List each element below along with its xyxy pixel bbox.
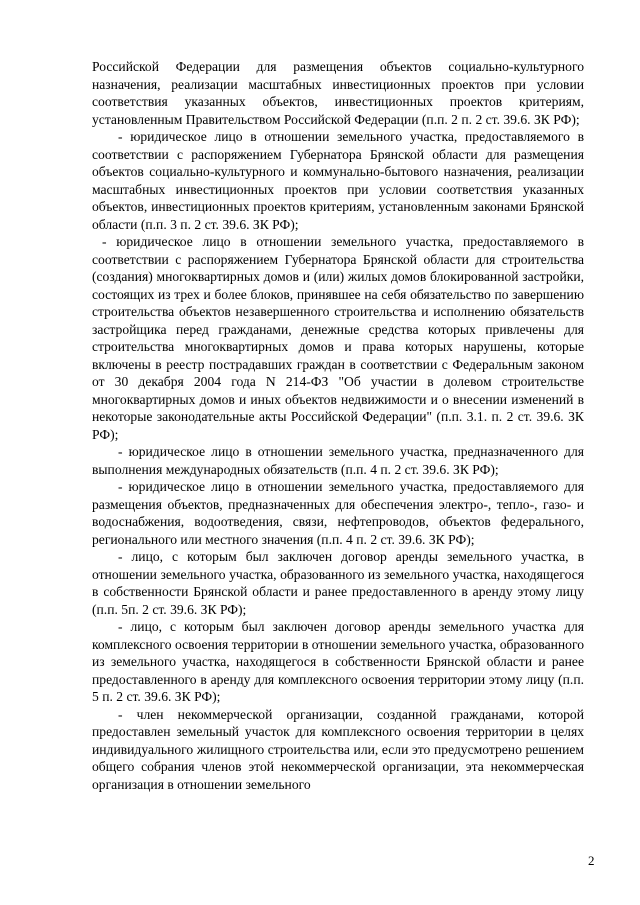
paragraph-7: - лицо, с которым был заключен договор аренды земельного участка для комплексного освоения территории в отношении земельного участка, образованного из земельного участка, находящегося в собственности Брянской области и ранее предоставленного в аренду для комплексного освоения территории этому лицу (п.п. 5 п. 2 ст. 39.6. ЗК РФ);: [92, 619, 584, 704]
paragraph-1: Российской Федерации для размещения объектов социально-культурного назначения, реализации масштабных инвестиционных проектов при условии соответствия указанных объектов, инвестиционных проектов критериям, установленным Правительством Российской Федерации (п.п. 2 п. 2 ст. 39.6. ЗК РФ);: [92, 59, 584, 127]
paragraph-8: - член некоммерческой организации, созданной гражданами, которой предоставлен земельный участок для комплексного освоения территории в целях индивидуального жилищного строительства или, если это предусмотрено решением общего собрания членов этой некоммерческой организации, эта некоммерческая организация в отношении земельного: [92, 706, 584, 792]
paragraph-5: - юридическое лицо в отношении земельного участка, предоставляемого для размещения объектов, предназначенных для обеспечения электро-, тепло-, газо- и водоснабжения, водоотведения, связи, нефтепроводов, объектов федерального, регионального или местного значения (п.п. 4 п. 2 ст. 39.6. ЗК РФ);: [92, 479, 584, 547]
paragraph-6: - лицо, с которым был заключен договор аренды земельного участка, в отношении земельного участка, образованного из земельного участка, находящегося в собственности Брянской области и ранее предоставленного в аренду этому лицу (п.п. 5п. 2 ст. 39.6. ЗК РФ);: [92, 549, 584, 617]
paragraph-4: - юридическое лицо в отношении земельного участка, предназначенного для выполнения международных обязательств (п.п. 4 п. 2 ст. 39.6. ЗК РФ);: [92, 444, 584, 477]
document-page: [92, 58, 584, 793]
paragraph-3: - юридическое лицо в отношении земельного участка, предоставляемого в соответствии с распоряжением Губернатора Брянской области для строительства (создания) многоквартирных домов и (или) жилых домов блокированной застройки, состоящих из трех и более блоков, принявшее на себя обязательство по завершению строительства объектов незавершенного строительства и исполнению обязательств застройщика перед гражданами, денежные средства которых привлечены для строительства многоквартирных домов и права которых нарушены, которые включены в реестр пострадавших граждан в соответствии с Федеральным законом от 30 декабря 2004 года N 214-ФЗ "Об участии в долевом строительстве многоквартирных домов и иных объектов недвижимости и о внесении изменений в некоторые законодательные акты Российской Федерации" (п.п. 3.1. п. 2 ст. 39.6. ЗК РФ);: [92, 234, 584, 442]
page-number: 2: [588, 853, 595, 868]
paragraph-2: - юридическое лицо в отношении земельного участка, предоставляемого в соответствии с распоряжением Губернатора Брянской области для размещения объектов социально-культурного и коммунально-бытового назначения, реализации масштабных инвестиционных проектов при условии соответствия указанных объектов, инвестиционных проектов критериям, установленным законами Брянской области (п.п. 3 п. 2 ст. 39.6. ЗК РФ);: [92, 129, 584, 232]
